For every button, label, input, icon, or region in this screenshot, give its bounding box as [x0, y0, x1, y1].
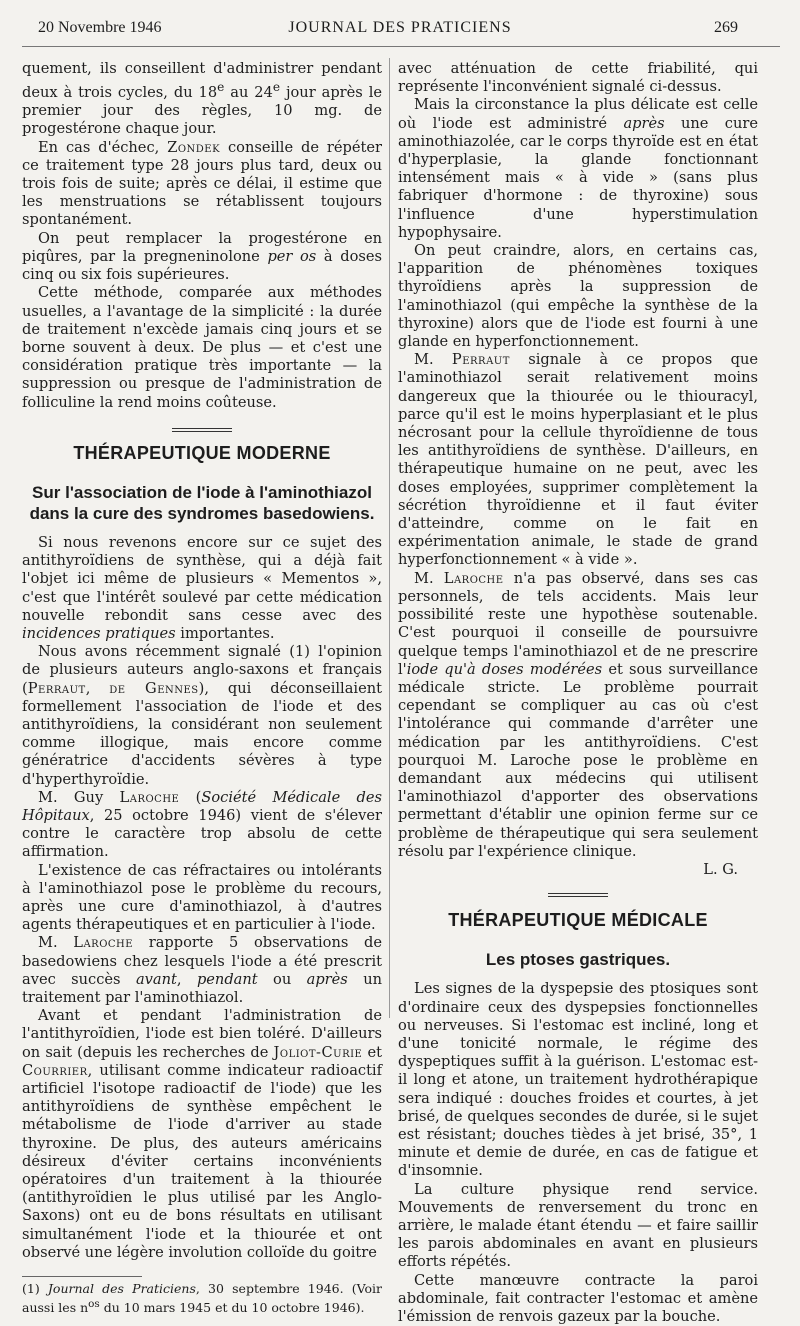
paragraph: M. Laroche n'a pas observé, dans ses cas personnels, de tels accidents. Mais leur possibilité reste une hypothèse soutenable. C'est pourquoi il conseille de poursuivre quelque temps l'aminothiazol et de ne prescrire l'iode qu'à doses modérées et sous surveillance médicale stricte. Le problème pourrait cependant se compliquer au cas où c'est l'intolérance qui commande d'arrêter une médication par les antithyroïdiens. C'est pourquoi M. Laroche pose le problème en demandant aux médecins qui utilisent l'aminothiazol d'apporter des observations permettant d'établir une opinion ferme sur ce problème de thérapeutique qui sera seulement résolu par l'expérience clinique.	[398, 569, 758, 860]
paragraph: M. Laroche rapporte 5 observations de basedowiens chez lesquels l'iode a été prescrit avec succès avant, pendant ou après un traitement par l'aminothiazol.	[22, 934, 383, 1006]
header-rule	[22, 46, 780, 47]
author-name: Zondek	[167, 138, 221, 156]
paragraph: La culture physique rend service. Mouvements de renversement du tronc en arrière, le malade étant étendu — et faire saillir les parois abdominales en avant en plusieurs efforts répétés.	[398, 1180, 758, 1271]
paragraph: En cas d'échec, Zondek conseille de répéter ce traitement type 28 jours plus tard, deux ou trois fois de suite; après ce délai, il estime que les menstruations se rétablissent toujours spontanément.	[22, 138, 382, 229]
article-title: Sur l'association de l'iode à l'aminothiazol dans la cure des syndromes basedowiens.	[29, 482, 375, 523]
left-column	[22, 60, 383, 1315]
page-number: 269	[714, 19, 738, 36]
journal-title: JOURNAL DES PRATICIENS	[288, 19, 512, 36]
section-title: THÉRAPEUTIQUE MODERNE	[73, 442, 331, 463]
paragraph: Cette méthode, comparée aux méthodes usuelles, a l'avantage de la simplicité : la durée de traitement n'excède jamais cinq jours et se borne souvent à deux. De plus — et c'est une considération pratique très importante — la suppression ou presque de l'administration de folliculine la rend moins coûteuse.	[22, 284, 382, 411]
paragraph: Les signes de la dyspepsie des ptosiques sont d'ordinaire ceux des dyspepsies fonctionnelles ou nerveuses. Si l'estomac est incliné, long et d'une tonicité normale, le régime des dyspeptiques suffit à la guérison. L'estomac est-il long et atone, un traitement hydrothérapique sera indiqué : douches froides et courtes, à jet brisé, de quelques secondes de durée, si le sujet est résistant; douches tièdes à jet brisé, 35°, 1 minute et demie de durée, en cas de fatigue et d'insomnie.	[398, 980, 758, 1180]
paragraph: Avant et pendant l'administration de l'antithyroïdien, l'iode est bien toléré. D'ailleurs on sait (depuis les recherches de Joliot-Curie et Courrier, utilisant comme indicateur radioactif artificiel l'isotope radioactif de l'iode) que les antithyroïdiens de synthèse empêchent le métabolisme de l'iode d'arriver au stade thyroxine. De plus, des auteurs américains désireux d'éviter certains inconvénients opératoires d'un traitement à la thiourée (antithyroïdien le plus utilisé par les Anglo-Saxons) ont eu de bons résultats en utilisant simultanément l'iode et la thiourée et ont observé une légère involution colloïde du goitre	[22, 1007, 382, 1261]
author-signature: L. G.	[703, 860, 738, 878]
paragraph: avec atténuation de cette friabilité, qui représente l'inconvénient signalé ci-dessus.	[398, 60, 758, 96]
article-title: Les ptoses gastriques.	[485, 950, 671, 970]
paragraph: Cette manœuvre contracte la paroi abdominale, fait contracter l'estomac et amène l'émission de renvois gazeux par la bouche.	[398, 1271, 758, 1325]
paragraph: Mais la circonstance la plus délicate est celle où l'iode est administré après une cure aminothiazolée, car le corps thyroïde est en état d'hyperplasie, la glande fonctionnant intensément mais « à vide » (sans plus fabriquer d'hormone : de thyroxine) sous l'influence d'une hyperstimulation hypophysaire.	[398, 96, 758, 241]
paragraph: Si nous revenons encore sur ce sujet des antithyroïdiens de synthèse, qui a déjà fait l'objet ici même de plusieurs « Mementos », c'est que l'intérêt soulevé par cette médication nouvelle rebondit sans cesse avec des incidences pratiques importantes.	[22, 533, 382, 642]
paragraph: M. Guy Laroche (Société Médicale des Hôpitaux, 25 octobre 1946) vient de s'élever contre le caractère trop absolu de cette affirmation.	[22, 788, 382, 861]
paragraph: L'existence de cas réfractaires ou intolérants à l'aminothiazol pose le problème du recours, après une cure d'aminothiazol, à d'autres agents thérapeutiques et en particulier à l'iode.	[22, 861, 382, 934]
paragraph: quement, ils conseillent d'administrer pendant deux à trois cycles, du 18e au 24e jour après le premier jour des règles, 10 mg. de progestérone chaque jour.	[22, 60, 383, 138]
right-column	[398, 60, 758, 1325]
column-divider	[389, 58, 390, 1018]
footnote: (1) Journal des Praticiens, 30 septembre 1946. (Voir aussi les $n^{os}$ du 10 mars 1945 et du 10 octobre 1946).	[22, 1281, 383, 1315]
paragraph: On peut craindre, alors, en certains cas, l'apparition de phénomènes toxiques thyroïdiens après la suppression de l'aminothiazol (qui empêche la synthèse de la thyroxine) alors que de l'iode est fourni à une glande en hyperfonctionnement.	[398, 242, 758, 351]
issue-date: 20 Novembre 1946	[38, 19, 162, 36]
paragraph: On peut remplacer la progestérone en piqûres, par la pregneninolone per os à doses cinq ou six fois supérieures.	[22, 229, 382, 284]
paragraph: M. Perraut signale à ce propos que l'aminothiazol serait relativement moins dangereux que la thiourée ou le thiouracyl, parce qu'il est le moins hyperplasiant et le plus nécrosant pour la cellule thyroïdienne de tous les antithyroïdiens de synthèse. D'ailleurs, en thérapeutique humaine on ne peut, avec les doses employées, supprimer complètement la sécrétion thyroïdienne et il faut éviter d'atteindre, comme on le fait en expérimentation animale, le stade de grand hyperfonctionnement « à vide ».	[398, 351, 758, 569]
running-header	[0, 0, 800, 50]
paragraph: Nous avons récemment signalé (1) l'opinion de plusieurs auteurs anglo-saxons et français (Perraut, de Gennes), qui déconseillaient formellement l'association de l'iode et des antithyroïdiens, la considérant non seulement comme illogique, mais encore comme génératrice d'accidents sévères à type d'hyperthyroïdie.	[22, 643, 382, 788]
section-title: THÉRAPEUTIQUE MÉDICALE	[448, 910, 708, 931]
